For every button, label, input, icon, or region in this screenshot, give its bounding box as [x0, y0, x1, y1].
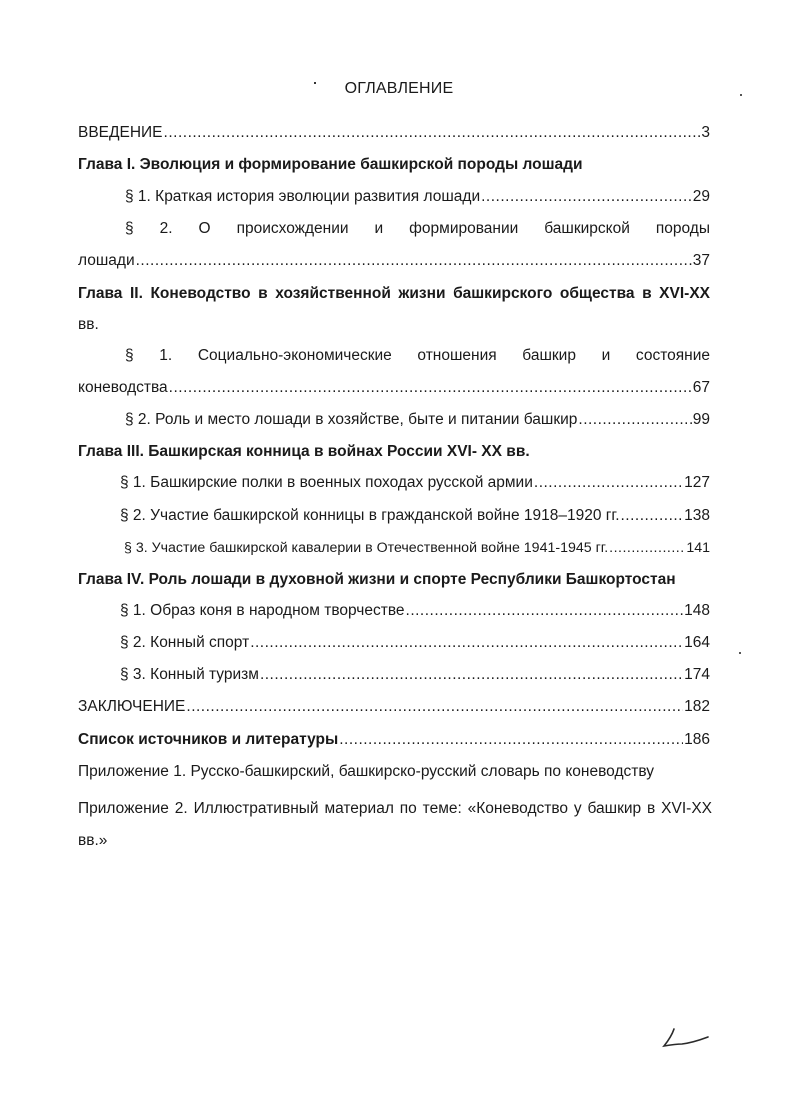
toc-leader-dots [481, 186, 692, 208]
toc-section-3-1[interactable] [120, 472, 710, 494]
page-title: ОГЛАВЛЕНИЕ [344, 80, 454, 97]
toc-entry-introduction[interactable] [78, 122, 710, 144]
toc-leader-dots [169, 377, 692, 399]
toc-leader-dots [609, 537, 685, 559]
toc-appendix-1[interactable] [78, 761, 712, 783]
toc-appendix-2[interactable] [78, 793, 712, 857]
toc-section-2-2[interactable] [125, 409, 710, 431]
toc-page-number: 29 [692, 188, 710, 205]
toc-chapter-label: Глава I. Эволюция и формирование башкирской породы лошади [78, 156, 583, 173]
toc-leader-dots [578, 409, 691, 431]
toc-leader-dots [621, 505, 684, 527]
toc-leader-dots [250, 632, 683, 654]
toc-page-number: 67 [692, 379, 710, 396]
toc-section-4-3[interactable] [120, 664, 710, 686]
toc-entry-label: § 2. О происхождении и формировании башкирской породы [125, 220, 710, 237]
toc-leader-dots [260, 664, 683, 686]
toc-entry-label: § 2. Роль и место лошади в хозяйстве, быте и питании башкир [125, 411, 578, 428]
toc-section-1-1[interactable] [125, 186, 710, 208]
toc-section-4-1[interactable] [120, 600, 710, 622]
appendix-label: Приложение 1. Русско-башкирский, башкирско-русский словарь по коневодству [78, 763, 654, 780]
toc-chapter-2-cont [78, 314, 710, 336]
toc-entry-label: § 1. Краткая история эволюции развития лошади [125, 188, 481, 205]
toc-entry-label: § 3. Участие башкирской кавалерии в Отечественной войне 1941-1945 гг. [124, 540, 609, 556]
toc-chapter-1[interactable] [78, 154, 710, 176]
scan-speck [739, 652, 741, 654]
toc-page-number: 3 [701, 124, 710, 141]
toc-leader-dots [186, 696, 683, 718]
toc-page-number: 138 [684, 507, 710, 524]
toc-section-3-3[interactable] [124, 537, 710, 559]
toc-section-3-2[interactable] [120, 505, 710, 527]
toc-leader-dots [534, 472, 683, 494]
toc-page-number: 127 [684, 474, 710, 491]
toc-entry-label: Список источников и литературы [78, 731, 339, 748]
toc-entry-bibliography[interactable] [78, 729, 710, 751]
toc-page-number: 37 [692, 252, 710, 269]
toc-page-number: 99 [692, 411, 710, 428]
toc-entry-label: § 2. Конный спорт [120, 634, 250, 651]
toc-entry-label: ЗАКЛЮЧЕНИЕ [78, 698, 186, 715]
toc-section-1-2[interactable] [125, 218, 710, 240]
toc-chapter-label: Глава II. Коневодство в хозяйственной жизни башкирского общества в XVI-XX [78, 285, 710, 302]
toc-page-number: 182 [684, 698, 710, 715]
toc-section-4-2[interactable] [120, 632, 710, 654]
toc-entry-label: § 1. Социально-экономические отношения башкир и состояние [125, 347, 710, 364]
toc-entry-label-cont: коневодства [78, 379, 168, 396]
toc-page-number: 186 [684, 731, 710, 748]
toc-page-number: 148 [684, 602, 710, 619]
toc-chapter-2[interactable] [78, 283, 710, 305]
toc-entry-conclusion[interactable] [78, 696, 710, 718]
scan-speck [314, 82, 316, 84]
toc-section-2-1[interactable] [125, 345, 710, 367]
toc-chapter-4[interactable] [78, 569, 710, 591]
toc-page-number: 141 [686, 540, 710, 556]
toc-section-2-1-cont[interactable] [78, 377, 710, 399]
appendix-label: Приложение 2. Иллюстративный материал по теме: «Коневодство у башкир в XVI-XX вв.» [78, 800, 712, 849]
toc-section-1-2-cont[interactable] [78, 250, 710, 272]
handwritten-signature-icon [660, 1025, 712, 1053]
toc-leader-dots [136, 250, 692, 272]
toc-entry-label: § 1. Башкирские полки в военных походах русской армии [120, 474, 533, 491]
toc-entry-label: § 2. Участие башкирской конницы в гражданской войне 1918–1920 гг. [120, 507, 620, 524]
toc-chapter-3[interactable] [78, 441, 710, 463]
toc-page-number: 174 [684, 666, 710, 683]
toc-entry-label: § 3. Конный туризм [120, 666, 259, 683]
scan-speck [740, 94, 742, 96]
toc-entry-label-cont: лошади [78, 252, 135, 269]
toc-chapter-label-cont: вв. [78, 316, 99, 333]
toc-leader-dots [339, 729, 683, 751]
toc-leader-dots [406, 600, 684, 622]
toc-chapter-label: Глава III. Башкирская конница в войнах России XVI- XX вв. [78, 443, 530, 460]
toc-entry-label: ВВЕДЕНИЕ [78, 124, 163, 141]
toc-entry-label: § 1. Образ коня в народном творчестве [120, 602, 405, 619]
toc-chapter-label: Глава IV. Роль лошади в духовной жизни и спорте Республики Башкортостан [78, 571, 676, 588]
toc-page-number: 164 [684, 634, 710, 651]
toc-leader-dots [164, 122, 701, 144]
